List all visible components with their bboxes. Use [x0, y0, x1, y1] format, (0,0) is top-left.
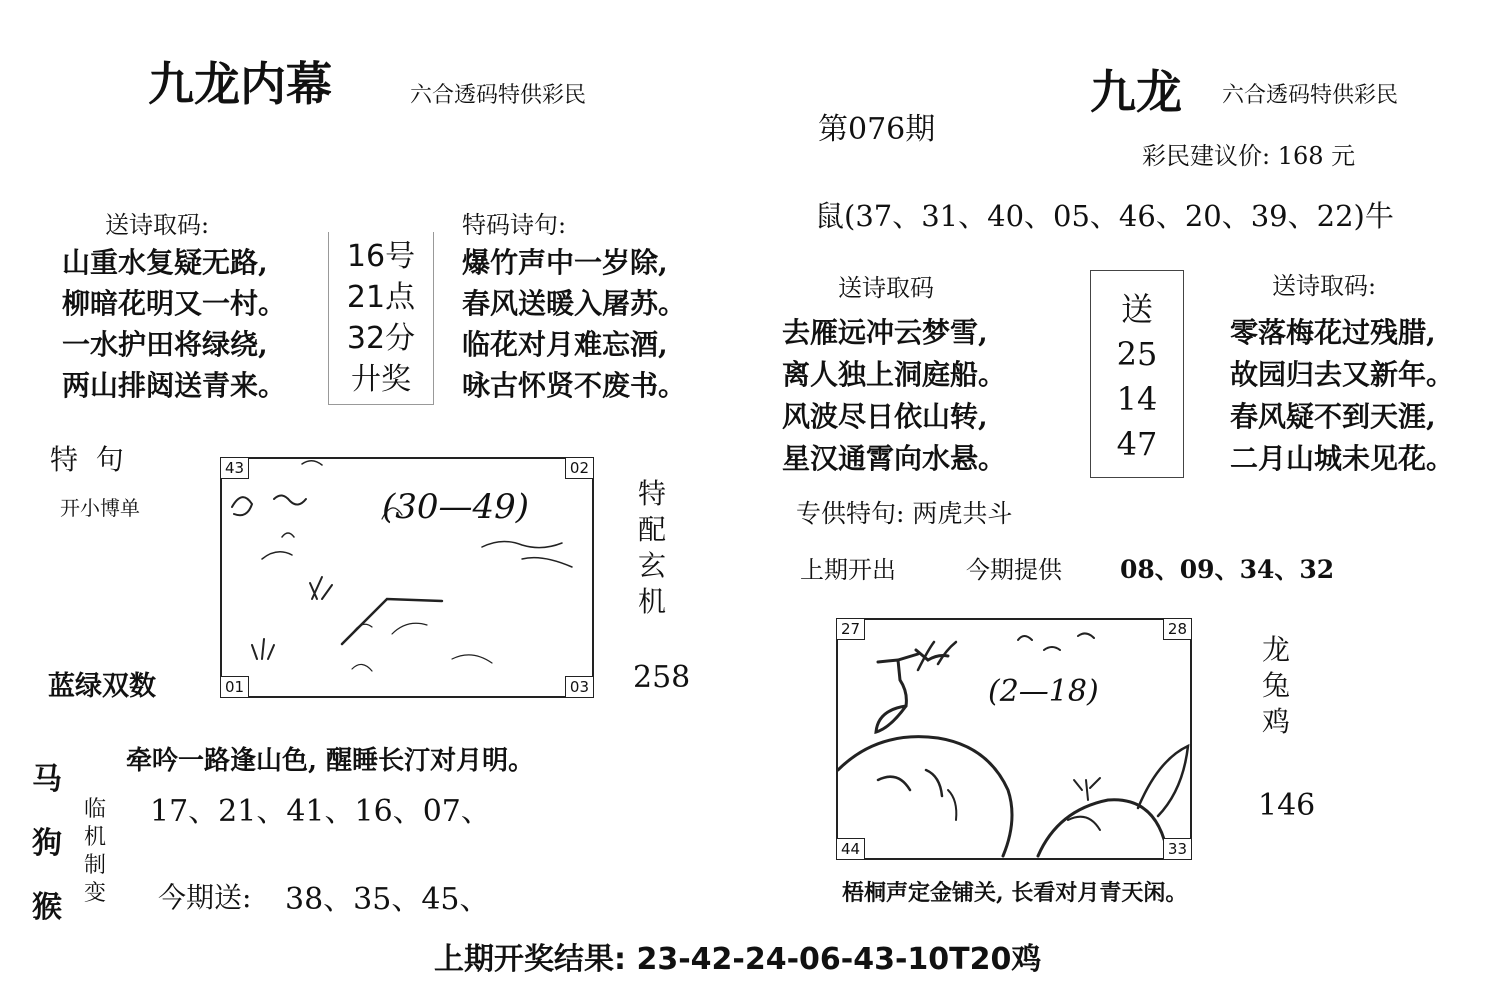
zodiac-char: 马	[32, 762, 62, 797]
vertical-char: 玄	[638, 549, 667, 582]
poem-line: 星汉通霄向水悬。	[782, 442, 1007, 475]
left-image-box	[220, 457, 594, 698]
jin-qi-numbers: 38、35、45、	[285, 882, 490, 917]
box-line: 送	[1120, 290, 1153, 328]
poem-line: 风波尽日依山转,	[782, 400, 988, 433]
left-poem1-heading: 送诗取码:	[105, 211, 210, 239]
zodiac-char: 兔	[1262, 669, 1291, 702]
left-poem2	[462, 242, 686, 406]
vertical-char: 机	[638, 585, 667, 618]
price: 彩民建议价: 168 元	[1142, 142, 1356, 170]
left-handwrite: (30—49)	[382, 487, 530, 527]
corner-label-tr: 02	[565, 457, 594, 479]
right-title: 九龙	[1090, 65, 1182, 119]
corner-label-tr: 28	[1163, 618, 1192, 640]
zodiac-char: 狗	[32, 826, 62, 861]
poem-line: 两山排闼送青来。	[62, 369, 287, 402]
kai-xiao-label: 开小博单	[60, 496, 140, 520]
ti-gong-numbers: 08、09、34、32	[1120, 555, 1335, 584]
poem-line: 一水护田将绿绕,	[62, 328, 268, 361]
right-poem1-heading: 送诗取码	[838, 274, 934, 302]
vertical-char: 特	[638, 477, 667, 510]
right-sketch-drawing	[838, 620, 1190, 858]
left-title: 九龙内幕	[148, 57, 332, 111]
left-poem3: 牵吟一路逢山色, 醒睡长汀对月明。	[126, 746, 535, 776]
left-center-box	[328, 232, 434, 405]
vertical-char: 制	[84, 853, 107, 878]
vertical-char: 配	[638, 513, 667, 546]
previous-result: 上期开奖结果: 23-42-24-06-43-10T20鸡	[434, 942, 1042, 977]
box-line: 21点	[346, 280, 416, 315]
poem-line: 零落梅花过残腊,	[1230, 316, 1436, 349]
right-subtitle: 六合透码特供彩民	[1222, 83, 1399, 108]
poem-line: 柳暗花明又一村。	[62, 287, 287, 320]
right-image-box	[836, 618, 1192, 860]
poem-line: 山重水复疑无路,	[62, 246, 268, 279]
corner-label-bl: 01	[220, 676, 249, 698]
right-poem1	[782, 312, 1006, 480]
right-zodiac-vertical	[1262, 632, 1290, 740]
poem-line: 爆竹声中一岁除,	[462, 246, 668, 279]
jin-qi-label: 今期送:	[158, 881, 252, 914]
right-handwrite: (2—18)	[988, 674, 1099, 709]
corner-label-br: 03	[565, 676, 594, 698]
box-line: 廾奖	[351, 362, 411, 397]
issue-number: 第076期	[818, 112, 936, 147]
zodiac-char: 龙	[1262, 633, 1291, 666]
box-line: 32分	[346, 321, 416, 356]
poem-line: 春风疑不到天涯,	[1230, 400, 1436, 433]
poem-line: 二月山城未见花。	[1230, 442, 1455, 475]
box-line: 16号	[346, 239, 416, 274]
right-center-box	[1090, 270, 1184, 478]
right-caption: 梧桐声定金铺关, 长看对月青天闲。	[842, 880, 1188, 906]
box-line: 14	[1116, 380, 1158, 418]
vertical-char: 临	[84, 797, 107, 822]
corner-label-tl: 27	[836, 618, 865, 640]
corner-label-br: 33	[1163, 838, 1192, 860]
shu-niu-line: 鼠(37、31、40、05、46、20、39、22)牛	[815, 199, 1394, 233]
box-line: 25	[1116, 335, 1158, 373]
poem-line: 去雁远冲云梦雪,	[782, 316, 988, 349]
poem-line: 离人独上洞庭船。	[782, 358, 1007, 391]
box-line: 47	[1116, 425, 1158, 463]
zhuan-gong-line: 专供特句: 两虎共斗	[796, 499, 1013, 528]
left-poem2-heading: 特码诗句:	[462, 211, 567, 239]
zodiac-char: 猴	[32, 890, 62, 925]
corner-label-tl: 43	[220, 457, 249, 479]
right-poem2	[1230, 312, 1454, 480]
vertical-char: 机	[84, 825, 107, 850]
left-poem1	[62, 242, 286, 406]
right-poem2-heading: 送诗取码:	[1272, 272, 1377, 300]
te-ju-label: 特 句	[50, 443, 124, 476]
lan-lv-label: 蓝绿双数	[48, 671, 156, 702]
poem-line: 临花对月难忘酒,	[462, 328, 668, 361]
num-258: 258	[633, 660, 691, 695]
left-zodiac-vertical	[32, 748, 62, 940]
corner-label-bl: 44	[836, 838, 865, 860]
poem-line: 春风送暖入屠苏。	[462, 287, 687, 320]
poem-line: 故园归去又新年。	[1230, 358, 1455, 391]
te-pei-vertical	[638, 476, 666, 620]
poem-line: 咏古怀贤不废书。	[462, 369, 687, 402]
numbers-row: 17、21、41、16、07、	[150, 794, 491, 829]
jin-qi-ti-gong-label: 今期提供	[966, 556, 1062, 584]
lin-ji-vertical	[84, 796, 106, 908]
shang-qi-label: 上期开出	[800, 556, 896, 584]
left-subtitle: 六合透码特供彩民	[410, 83, 587, 108]
vertical-char: 变	[84, 881, 107, 906]
num-146: 146	[1258, 788, 1316, 823]
zodiac-char: 鸡	[1262, 705, 1291, 738]
